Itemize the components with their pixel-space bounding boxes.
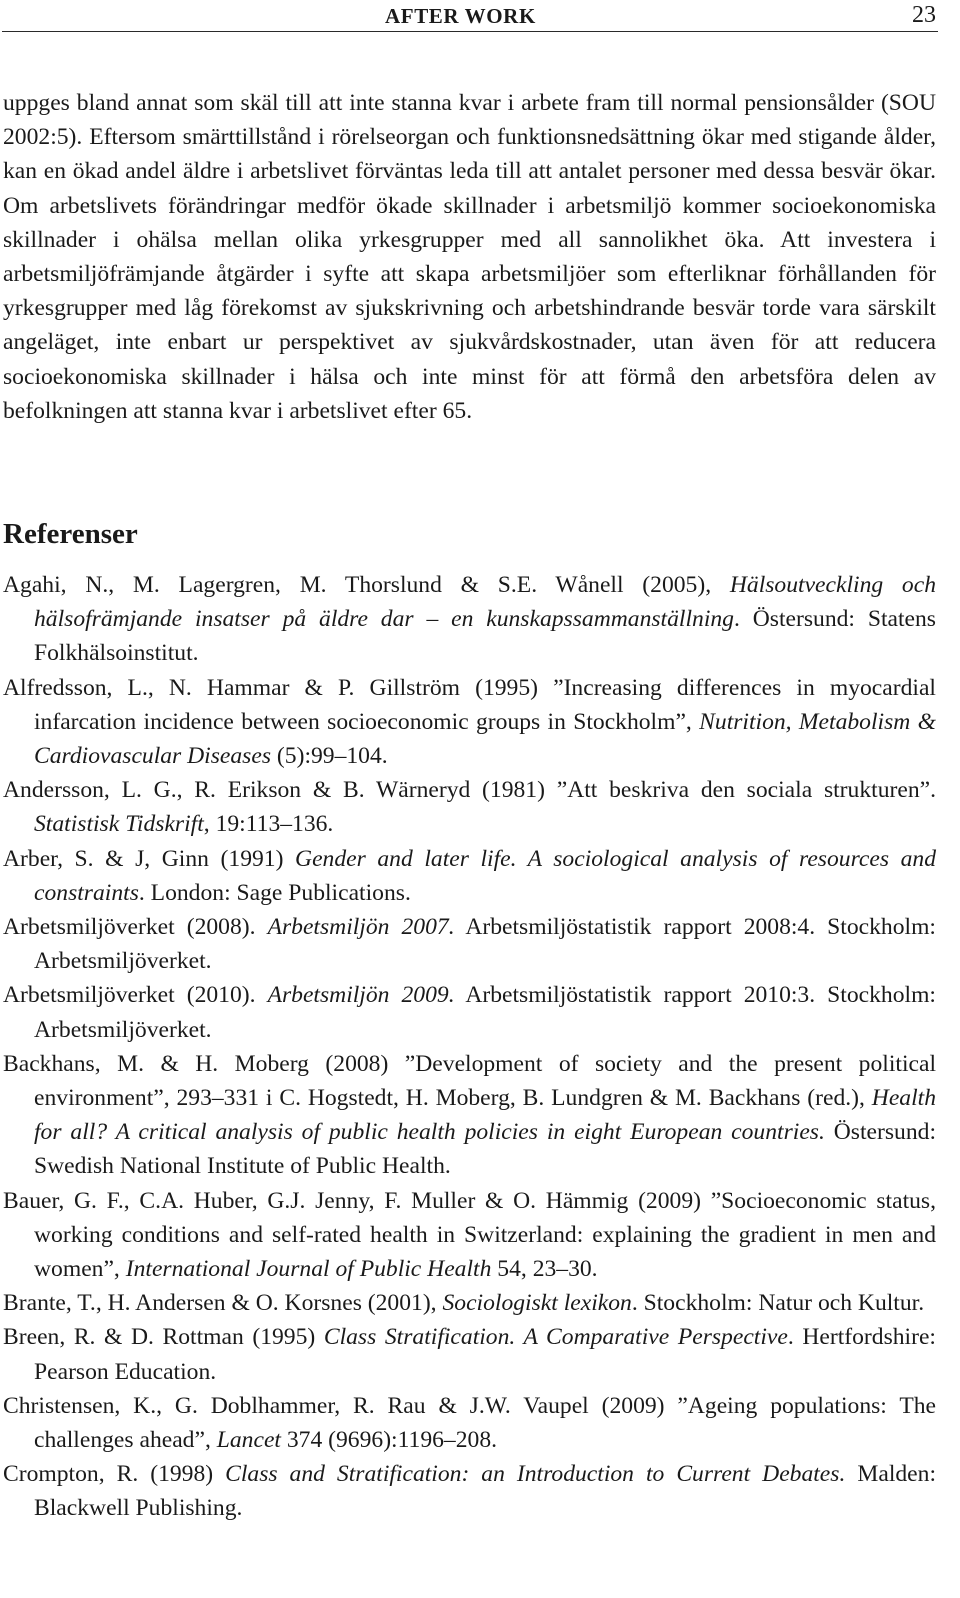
references-heading: Referenser — [3, 518, 138, 550]
reference-entry — [3, 1286, 936, 1320]
reference-title: Sociologiskt lexikon — [442, 1290, 632, 1317]
reference-title: Gender and later life. A sociological analysis of resources and constraints — [34, 845, 936, 906]
reference-publisher: (5):99–104. — [271, 743, 388, 770]
reference-list — [3, 568, 936, 1526]
page-number: 23 — [912, 2, 936, 28]
reference-authors: Arbetsmiljöverket (2010). — [3, 982, 268, 1009]
reference-publisher: Arbetsmiljöstatistik rapport 2008:4. Stockholm: Arbetsmiljöverket. — [34, 914, 936, 975]
reference-authors: Christensen, K., G. Doblhammer, R. Rau & J.W. Vaupel (2009) ”Ageing populations: The challenges ahead”, — [3, 1392, 936, 1454]
reference-entry — [3, 1389, 936, 1457]
reference-authors: Andersson, L. G., R. Erikson & B. Wärneryd (1981) ”Att beskriva den sociala strukturen”. — [3, 777, 936, 804]
reference-entry — [3, 842, 936, 910]
reference-title: Class Stratification. A Comparative Perspective — [323, 1324, 788, 1351]
reference-title: Nutrition, Metabolism & Cardiovascular Diseases — [34, 708, 936, 770]
reference-authors: Alfredsson, L., N. Hammar & P. Gillström (1995) ”Increasing differences in myocardial infarcation incidence between socioeconomic groups in Stockholm”, — [3, 674, 936, 735]
reference-title: Hälsoutveckling och hälsofrämjande insatser på äldre dar – en kunskapssammanställning — [34, 572, 936, 633]
reference-publisher: 54, 23–30. — [491, 1256, 598, 1283]
reference-publisher: 374 (9696):1196–208. — [280, 1427, 498, 1454]
reference-authors: Brante, T., H. Andersen & O. Korsnes (2001), — [3, 1290, 443, 1317]
reference-entry — [3, 978, 936, 1046]
reference-publisher: . Stockholm: Natur och Kultur. — [631, 1290, 925, 1317]
reference-authors: Agahi, N., M. Lagergren, M. Thorslund & S.E. Wånell (2005), — [3, 572, 730, 598]
reference-publisher: , 19:113–136. — [203, 811, 334, 838]
reference-title: Health for all? A critical analysis of public health policies in eight European countries. — [34, 1085, 936, 1146]
reference-title: International Journal of Public Health — [125, 1256, 492, 1283]
reference-entry — [3, 910, 936, 978]
reference-authors: Arbetsmiljöverket (2008). — [3, 914, 268, 941]
reference-publisher: . London: Sage Publications. — [138, 879, 411, 906]
reference-publisher: Malden: Blackwell Publishing. — [34, 1461, 936, 1522]
reference-entry — [3, 773, 936, 841]
reference-title: Arbetsmiljön 2007. — [267, 914, 455, 941]
reference-publisher: . Östersund: Statens Folkhälsoinstitut. — [34, 606, 936, 667]
reference-title: Arbetsmiljön 2009. — [267, 982, 455, 1009]
reference-title: Lancet — [216, 1427, 281, 1454]
running-title: AFTER WORK — [385, 4, 536, 28]
reference-title: Class and Stratification: an Introduction to Current Debates. — [225, 1461, 846, 1488]
reference-entry — [3, 568, 936, 671]
reference-publisher: Arbetsmiljöstatistik rapport 2010:3. Stockholm: Arbetsmiljöverket. — [34, 982, 936, 1043]
reference-authors: Arber, S. & J, Ginn (1991) — [3, 845, 296, 872]
reference-publisher: . Hertfordshire: Pearson Education. — [34, 1324, 936, 1385]
reference-publisher: Östersund: Swedish National Institute of Public Health. — [34, 1119, 936, 1180]
reference-entry — [3, 1047, 936, 1184]
reference-authors: Backhans, M. & H. Moberg (2008) ”Development of society and the present political environment”, 293–331 i C. Hogstedt, H. Moberg, B. Lundgren & M. Backhans (red.), — [3, 1050, 936, 1112]
reference-entry — [3, 1457, 936, 1525]
body-paragraph: uppges bland annat som skäl till att inte stanna kvar i arbete fram till normal pensionsålder (SOU 2002:5). Eftersom smärttillstånd i rörelseorgan och funktionsnedsättning ökar med stigande ålder, kan en ökad andel äldre i arbetslivet förväntas leda till att antalet personer med dessa besvär ökar. Om arbetslivets förändringar medför ökade skillnader i arbetsmiljö kommer socioekonomiska skillnader i ohälsa mellan olika yrkesgrupper med all sannolikhet öka. Att investera i arbetsmiljöfrämjande åtgärder i syfte att skapa arbetsmiljöer som efterliknar förhållanden för yrkesgrupper med låg förekomst av sjukskrivning och arbetshindrande besvär torde vara särskilt angeläget, inte enbart ur perspektivet av sjukvårdskostnader, utan även för att reducera socioekonomiska skillnader i hälsa och inte minst för att förmå den arbetsföra delen av befolkningen att stanna kvar i arbetslivet efter 65. — [3, 90, 936, 424]
reference-authors: Breen, R. & D. Rottman (1995) — [3, 1324, 324, 1351]
reference-entry — [3, 1184, 936, 1287]
reference-entry — [3, 671, 936, 774]
reference-title: Statistisk Tidskrift — [34, 811, 204, 838]
reference-authors: Bauer, G. F., C.A. Huber, G.J. Jenny, F. Muller & O. Hämmig (2009) ”Socioeconomic status, working conditions and self-rated health in Switzerland: explaining the gradient in men and women”, — [3, 1187, 936, 1283]
running-header — [2, 0, 938, 32]
reference-authors: Crompton, R. (1998) — [3, 1461, 226, 1488]
reference-entry — [3, 1320, 936, 1388]
